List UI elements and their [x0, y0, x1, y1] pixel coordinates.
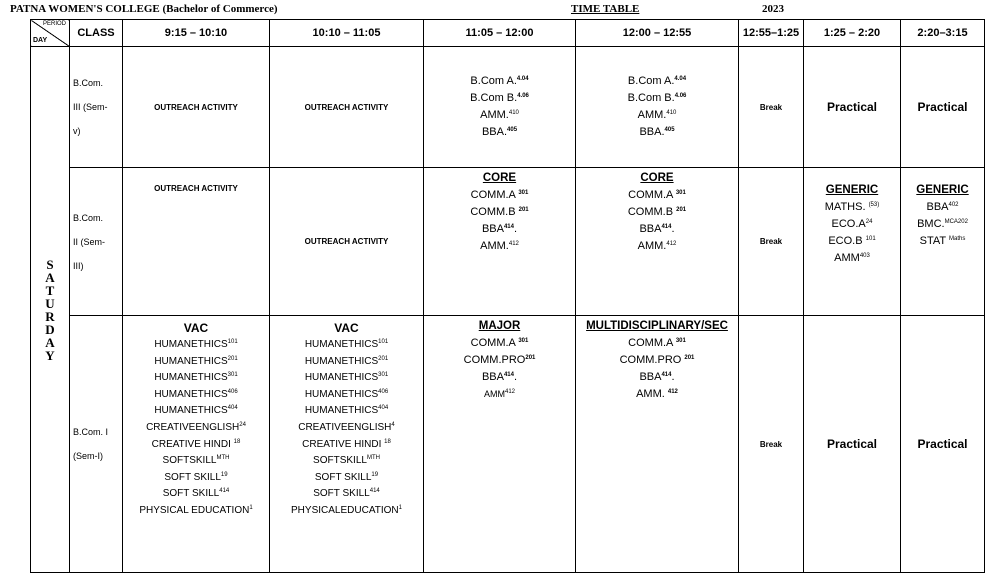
slot-entry: COMM.PRO$^{201}$ — [463, 354, 536, 366]
corner-day-label: DAY — [33, 37, 48, 44]
slot-heading: CORE — [640, 172, 674, 184]
slot-entry: CREATIVE HINDI $^{18}$ — [302, 438, 391, 450]
class-cell — [70, 168, 123, 316]
class-line: v) — [73, 126, 81, 136]
day-letter: Y — [45, 347, 55, 363]
class-line: B.Com. I — [73, 427, 109, 437]
slot-entry: B.Com A.$^{4.04}$ — [627, 75, 687, 87]
slot-entry: SOFT SKILL$^{414}$ — [313, 488, 380, 500]
column-header-period-3: 11:05 – 12:00 — [424, 20, 576, 47]
slot-cell — [424, 316, 576, 573]
slot-entry: HUMANETHICS$^{406}$ — [154, 388, 238, 400]
slot-cell — [270, 316, 424, 573]
slot-entry: ECO.B $^{101}$ — [828, 235, 876, 247]
slot-heading: VAC — [183, 321, 209, 335]
slot-entry: CREATIVEENGLISH$^4$ — [298, 421, 395, 433]
header-row — [31, 20, 985, 47]
slot-entry: COMM.A $^{301}$ — [628, 337, 686, 349]
slot-entry: SOFT SKILL$^{19}$ — [314, 471, 379, 483]
slot-cell: OUTREACH ACTIVITY — [123, 47, 270, 168]
slot-entry: BBA$^{414}$. — [481, 371, 518, 383]
timetable — [30, 19, 985, 573]
slot-heading: VAC — [334, 321, 359, 335]
day-letter: D — [45, 321, 55, 337]
slot-heading: MULTIDISCIPLINARY/SEC — [586, 320, 728, 332]
slot-cell: OUTREACH ACTIVITY — [270, 168, 424, 316]
break-cell: Break — [739, 316, 804, 573]
slot-entry: HUMANETHICS$^{201}$ — [154, 355, 238, 367]
class-line: B.Com. — [73, 78, 104, 88]
slot-entry: BBA.$^{405}$ — [639, 126, 675, 138]
class-cell — [70, 47, 123, 168]
column-header-period-6: 1:25 – 2:20 — [804, 20, 901, 47]
slot-entry: CREATIVE HINDI $^{18}$ — [151, 438, 241, 450]
year-label: 2023 — [762, 3, 784, 15]
slot-entry: PHYSICALEDUCATION$^1$ — [291, 504, 402, 516]
slot-entry: HUMANETHICS$^{301}$ — [154, 372, 238, 384]
college-title: PATNA WOMEN'S COLLEGE (Bachelor of Commerce) — [10, 3, 278, 15]
column-header-class: CLASS — [70, 20, 123, 47]
slot-entry: B.Com B.$^{4.06}$ — [627, 92, 687, 104]
slot-heading: CORE — [482, 172, 517, 184]
break-cell: Break — [739, 47, 804, 168]
slot-entry: HUMANETHICS$^{404}$ — [154, 405, 238, 417]
slot-entry: SOFT SKILL$^{19}$ — [164, 471, 228, 483]
slot-entry: COMM.B $^{201}$ — [627, 206, 687, 218]
slot-entry: BBA$^{414}$. — [639, 223, 675, 235]
slot-entry: B.Com A.$^{4.04}$ — [470, 75, 529, 87]
table-row — [31, 168, 985, 316]
slot-cell — [901, 168, 985, 316]
day-letter: S — [46, 256, 54, 272]
table-row — [31, 316, 985, 573]
slot-entry: HUMANETHICS$^{101}$ — [154, 339, 238, 350]
class-line: (Sem-I) — [73, 451, 103, 461]
slot-entry: BBA$^{414}$. — [481, 223, 518, 235]
slot-cell — [424, 168, 576, 316]
slot-entry: AMM$^{412}$ — [483, 389, 515, 399]
slot-entry: HUMANETHICS$^{101}$ — [304, 339, 389, 350]
slot-entry: AMM.$^{412}$ — [637, 240, 677, 252]
slot-entry: HUMANETHICS$^{406}$ — [304, 388, 389, 400]
slot-entry: COMM.A $^{301}$ — [628, 189, 686, 201]
slot-entry: COMM.A $^{301}$ — [470, 337, 529, 349]
slot-entry: $SOFTSKILL^{MTH}$ — [162, 455, 230, 467]
slot-entry: COMM.PRO $^{201}$ — [619, 354, 695, 366]
page-header — [0, 3, 987, 18]
slot-entry: HUMANETHICS$^{301}$ — [304, 372, 389, 384]
slot-entry: AMM$^{403}$ — [834, 252, 870, 264]
day-letter: T — [45, 282, 55, 298]
slot-entry: HUMANETHICS$^{404}$ — [304, 405, 389, 417]
slot-entry: COMM.B $^{201}$ — [470, 206, 529, 218]
practical-cell: Practical — [901, 47, 985, 168]
slot-heading: MAJOR — [478, 320, 521, 332]
slot-entry: PHYSICAL EDUCATION$^1$ — [139, 504, 253, 516]
slot-entry: BBA$^{402}$ — [926, 201, 959, 213]
slot-entry: $ECO.A^{24}$ — [831, 218, 873, 230]
slot-entry: HUMANETHICS$^{201}$ — [304, 355, 389, 367]
slot-cell — [576, 47, 739, 168]
class-line: II (Sem- — [73, 236, 106, 247]
corner-cell — [31, 20, 70, 47]
column-header-period-break: 12:55–1:25 — [739, 20, 804, 47]
slot-heading: GENERIC — [825, 184, 879, 196]
slot-cell: OUTREACH ACTIVITY — [123, 168, 270, 316]
column-header-period-2: 10:10 – 11:05 — [270, 20, 424, 47]
class-line: B.Com. — [73, 212, 104, 223]
slot-entry: COMM.A $^{301}$ — [470, 189, 529, 201]
slot-entry: $SOFTSKILL^{MTH}$ — [313, 455, 380, 467]
day-letter: A — [45, 334, 55, 350]
slot-cell: OUTREACH ACTIVITY — [270, 47, 424, 168]
slot-entry: BBA.$^{405}$ — [481, 126, 518, 138]
slot-entry: CREATIVEENGLISH$^{24}$ — [146, 421, 246, 433]
slot-entry: AMM.$^{410}$ — [637, 109, 677, 121]
class-cell — [70, 316, 123, 573]
day-letter: U — [45, 295, 55, 311]
break-cell: Break — [739, 168, 804, 316]
practical-cell: Practical — [804, 47, 901, 168]
slot-entry: MATHS. $^{(53)}$ — [824, 201, 880, 213]
slot-entry: BMC.$^{MCA202}$ — [917, 218, 968, 230]
slot-entry: AMM.$^{412}$ — [480, 240, 519, 252]
column-header-period-1: 9:15 – 10:10 — [123, 20, 270, 47]
slot-entry: B.Com B.$^{4.06}$ — [470, 92, 529, 104]
slot-entry: AMM. $^{412}$ — [636, 388, 678, 400]
practical-cell: Practical — [901, 316, 985, 573]
slot-cell — [424, 47, 576, 168]
slot-entry: STAT $^{Maths}$ — [919, 235, 966, 247]
day-letter: R — [45, 308, 55, 324]
slot-cell — [804, 168, 901, 316]
day-cell — [31, 47, 70, 573]
slot-entry: AMM.$^{410}$ — [480, 109, 519, 121]
column-header-period-7: 2:20–3:15 — [901, 20, 985, 47]
slot-cell — [123, 316, 270, 573]
practical-cell: Practical — [804, 316, 901, 573]
corner-period-label: PERIOD — [42, 21, 66, 27]
day-letter: A — [45, 269, 55, 285]
slot-cell — [576, 316, 739, 573]
column-header-period-4: 12:00 – 12:55 — [576, 20, 739, 47]
slot-entry: SOFT SKILL$^{414}$ — [162, 488, 230, 500]
slot-cell — [576, 168, 739, 316]
class-line: III) — [73, 260, 84, 271]
timetable-label: TIME TABLE — [571, 3, 640, 15]
slot-heading: GENERIC — [916, 184, 969, 196]
slot-entry: BBA$^{414}$. — [639, 371, 675, 383]
class-line: III (Sem- — [73, 102, 108, 112]
table-row — [31, 47, 985, 168]
